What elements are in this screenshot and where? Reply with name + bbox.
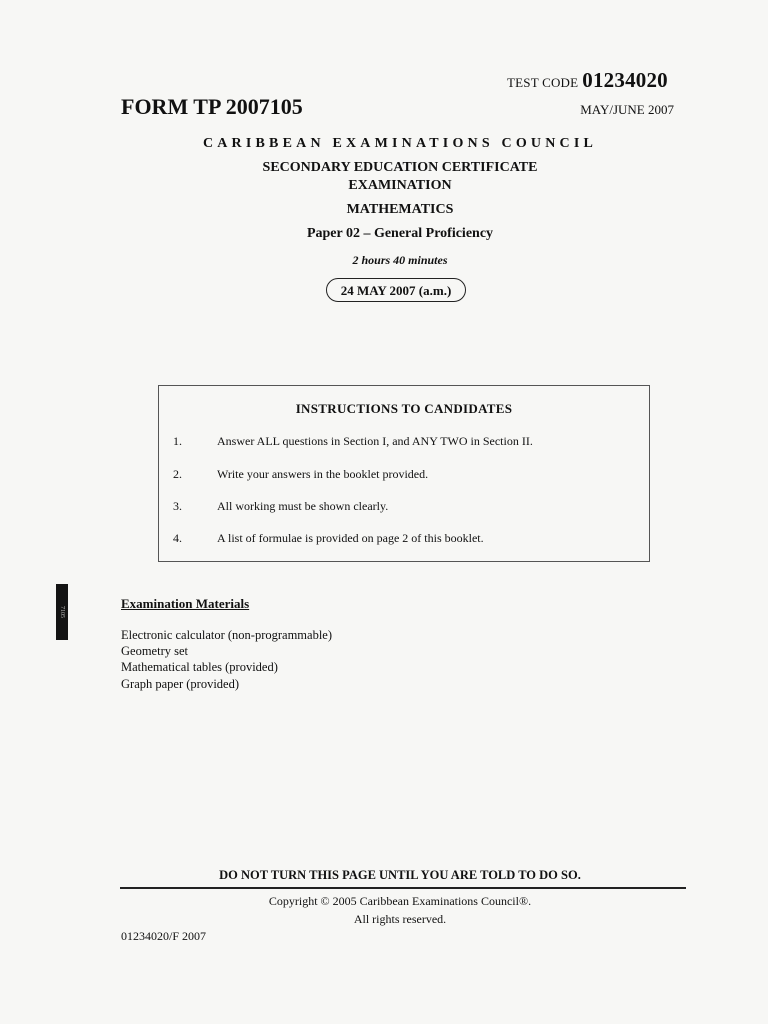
- form-id: FORM TP 2007105: [121, 94, 303, 119]
- instruction-number: 4.: [173, 531, 182, 545]
- instruction-item: [173, 531, 484, 546]
- exam-session: MAY/JUNE 2007: [580, 102, 674, 117]
- side-tab-marker: 7105: [56, 584, 68, 640]
- instruction-text: Answer ALL questions in Section I, and ANY TWO in Section II.: [217, 434, 533, 448]
- exam-duration: 2 hours 40 minutes: [352, 253, 448, 267]
- test-code-value: 01234020: [582, 68, 668, 92]
- instructions-box: [158, 385, 650, 562]
- instruction-item: [173, 467, 428, 482]
- instruction-text: Write your answers in the booklet provided.: [217, 467, 429, 481]
- instruction-number: 1.: [173, 434, 182, 448]
- materials-heading: Examination Materials: [121, 596, 250, 611]
- instructions-title: INSTRUCTIONS TO CANDIDATES: [295, 401, 513, 416]
- certificate-line-1: SECONDARY EDUCATION CERTIFICATE: [262, 160, 538, 175]
- instruction-number: 2.: [173, 467, 182, 481]
- rights-reserved: All rights reserved.: [353, 912, 447, 926]
- form-code-footer: 01234020/F 2007: [121, 929, 207, 943]
- material-item: Electronic calculator (non-programmable): [121, 628, 333, 642]
- footer-divider: [120, 887, 686, 889]
- paper-title: Paper 02 – General Proficiency: [306, 226, 494, 241]
- subject-title: MATHEMATICS: [346, 202, 454, 217]
- material-item: Geometry set: [121, 644, 188, 658]
- certificate-line-2: EXAMINATION: [348, 178, 452, 193]
- test-code: [507, 68, 668, 93]
- instruction-item: [173, 434, 533, 449]
- instruction-item: [173, 499, 388, 514]
- council-name: CARIBBEAN EXAMINATIONS COUNCIL: [202, 136, 598, 151]
- instruction-text: All working must be shown clearly.: [217, 499, 389, 513]
- exam-date-badge: 24 MAY 2007 (a.m.): [326, 278, 466, 302]
- do-not-turn-warning: DO NOT TURN THIS PAGE UNTIL YOU ARE TOLD TO DO SO.: [219, 868, 581, 882]
- instruction-text: A list of formulae is provided on page 2 of this booklet.: [217, 531, 484, 545]
- instruction-number: 3.: [173, 499, 182, 513]
- material-item: Mathematical tables (provided): [121, 660, 278, 674]
- test-code-label: TEST CODE: [507, 75, 579, 90]
- material-item: Graph paper (provided): [121, 677, 240, 691]
- copyright-notice: Copyright © 2005 Caribbean Examinations Council®.: [268, 894, 532, 908]
